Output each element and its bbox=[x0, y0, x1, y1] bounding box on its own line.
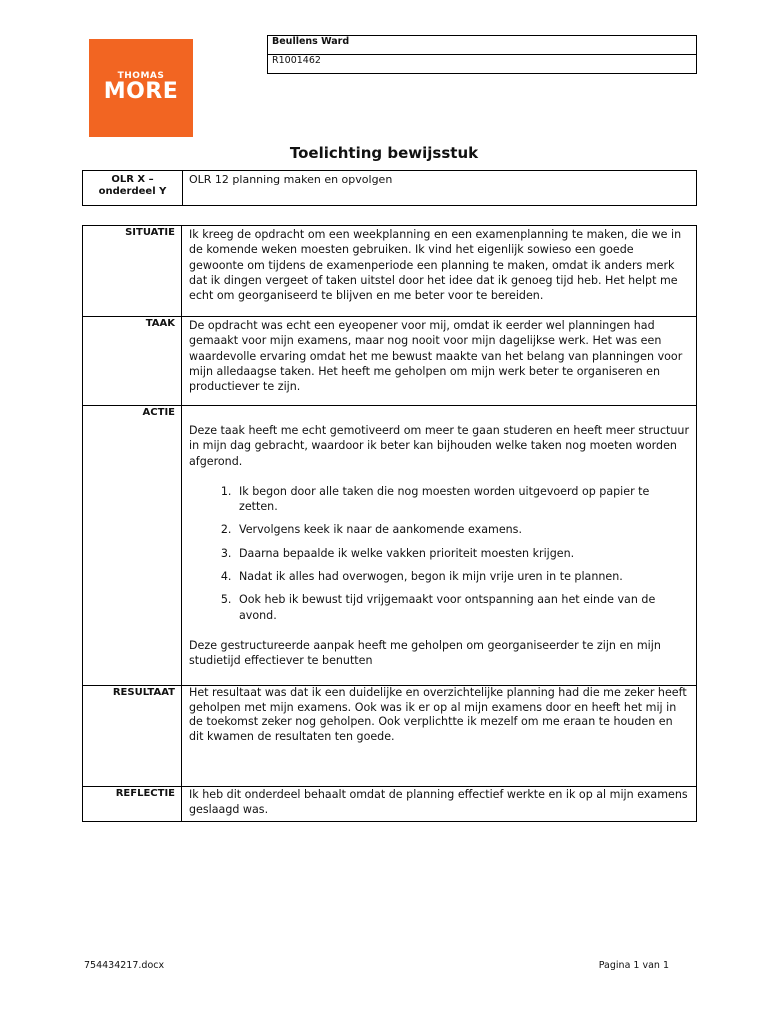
actie-label: ACTIE bbox=[83, 406, 182, 685]
footer-filename: 754434217.docx bbox=[84, 960, 165, 971]
row-reflectie bbox=[83, 786, 696, 821]
actie-steps bbox=[189, 484, 690, 623]
row-taak bbox=[83, 316, 696, 405]
student-info-table bbox=[267, 35, 697, 74]
resultaat-text: Het resultaat was dat ik een duidelijke en overzichtelijke planning had die me zeker heeft geholpen met mijn examens. Ook was ik er op al mijn examens door en heeft het mij in de toekomst zeker nog geholpen. Ook verplichtte ik mezelf om me eraan te houden en dit kwamen de resultaten ten goede. bbox=[189, 686, 687, 743]
logo-line-1: THOMAS bbox=[117, 71, 165, 81]
actie-outro: Deze gestructureerde aanpak heeft me geholpen om georganiseerder te zijn en mijn studietijd effectiever te benutten bbox=[189, 638, 661, 668]
situatie-text: Ik kreeg de opdracht om een weekplanning en een examenplanning te maken, die we in de komende weken moesten gebruiken. Ik vind het eigenlijk sowieso een goede gewoonte om tijdens de examenperiode een planning te maken, omdat ik anders merk dat ik dingen vergeet of taken uitstel door het idee dat ik genoeg tijd heb. Het helpt me echt om georganiseerd te blijven en me beter voor te bereiden. bbox=[189, 228, 682, 303]
list-item: 5. Ook heb ik bewust tijd vrijgemaakt voor ontspanning aan het einde van de avond. bbox=[235, 592, 690, 623]
student-number: R1001462 bbox=[268, 55, 697, 74]
resultaat-label: RESULTAAT bbox=[83, 686, 182, 786]
row-actie bbox=[83, 405, 696, 685]
list-item: 3. Daarna bepaalde ik welke vakken prioriteit moesten krijgen. bbox=[235, 546, 690, 561]
reflectie-label: REFLECTIE bbox=[83, 787, 182, 821]
actie-content bbox=[189, 406, 690, 669]
olr-label: OLR X – onderdeel Y bbox=[83, 171, 183, 205]
reflectie-text: Ik heb dit onderdeel behaalt omdat de planning effectief werkte en ik op al mijn examens geslaagd was. bbox=[189, 788, 688, 816]
row-situatie bbox=[83, 226, 696, 316]
list-item: 4. Nadat ik alles had overwogen, begon ik mijn vrije uren in te plannen. bbox=[235, 569, 690, 584]
logo-line-2: MORE bbox=[103, 79, 179, 104]
taak-label: TAAK bbox=[83, 317, 182, 405]
situatie-label: SITUATIE bbox=[83, 226, 182, 316]
actie-intro: Deze taak heeft me echt gemotiveerd om meer te gaan studeren en heeft meer structuur in mijn dag gebracht, waardoor ik beter kan bijhouden welke taken nog moeten worden afgerond. bbox=[189, 424, 690, 468]
list-item: 1. Ik begon door alle taken die nog moesten worden uitgevoerd op papier te zetten. bbox=[235, 484, 690, 515]
footer-page-number: Pagina 1 van 1 bbox=[598, 960, 669, 971]
list-item: 2. Vervolgens keek ik naar de aankomende examens. bbox=[235, 522, 690, 537]
olr-value: OLR 12 planning maken en opvolgen bbox=[189, 173, 393, 186]
star-table bbox=[82, 225, 697, 822]
olr-table bbox=[82, 170, 697, 206]
taak-text: De opdracht was echt een eyeopener voor mij, omdat ik eerder wel planningen had gemaakt voor mijn examens, maar nog nooit voor mijn dagelijkse werk. Het was een waardevolle ervaring omdat het me bewust maakte van het belang van planningen voor mijn alledaagse taken. Het heeft me geholpen om mijn werk beter te organiseren en productiever te zijn. bbox=[189, 319, 683, 394]
thomas-more-logo bbox=[89, 39, 193, 137]
student-name: Beullens Ward bbox=[268, 36, 697, 55]
page-title: Toelichting bewijsstuk bbox=[289, 144, 479, 162]
row-resultaat bbox=[83, 685, 696, 786]
